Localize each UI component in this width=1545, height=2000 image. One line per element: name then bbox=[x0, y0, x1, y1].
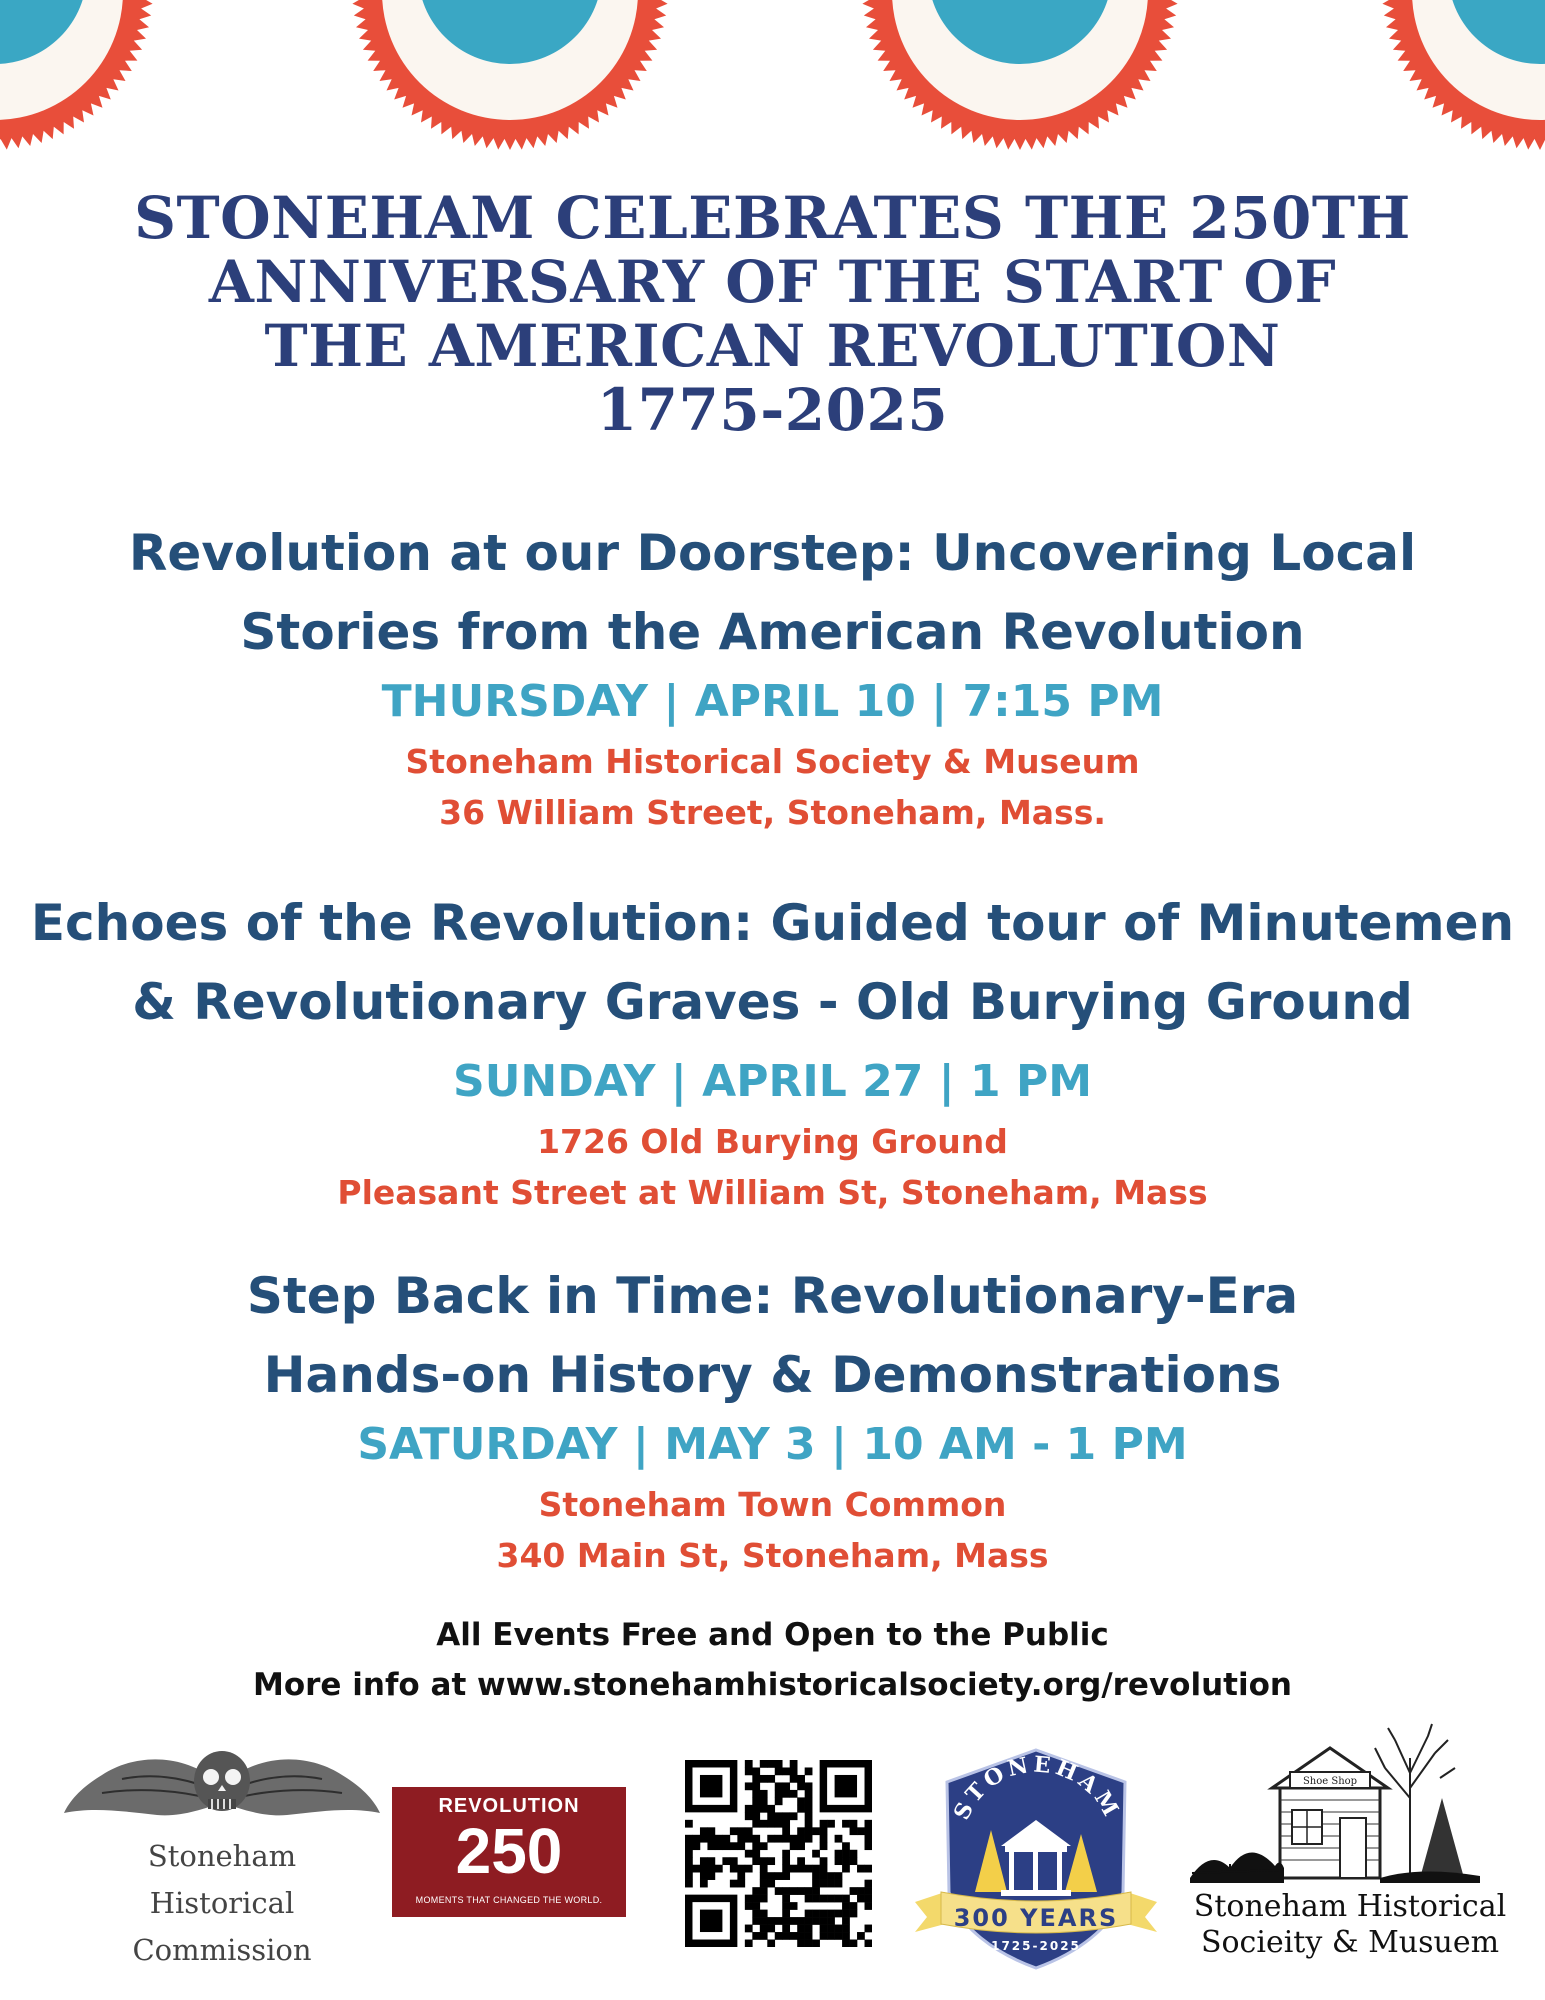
event-datetime: SUNDAY | APRIL 27 | 1 PM bbox=[453, 1056, 1092, 1107]
event-location-line: 1726 Old Burying Ground bbox=[537, 1122, 1008, 1161]
shoe-shop-icon bbox=[1180, 1718, 1520, 1888]
badge-town-name: STONEHAM bbox=[948, 1751, 1126, 1825]
commission-name-line: Stoneham bbox=[147, 1839, 297, 1873]
society-name-line: Socieity & Musuem bbox=[1200, 1925, 1500, 1960]
qr-finder-pattern bbox=[835, 1775, 857, 1797]
event-title-line: Hands-on History & Demonstrations bbox=[263, 1346, 1282, 1404]
revolution-250-heading: REVOLUTION bbox=[438, 1795, 580, 1817]
revolution-250-tagline: MOMENTS THAT CHANGED THE WORLD. bbox=[415, 1895, 603, 1905]
event-datetime: SATURDAY | MAY 3 | 10 AM - 1 PM bbox=[357, 1419, 1188, 1470]
event-location bbox=[0, 1116, 1545, 1218]
historical-society-logo bbox=[1180, 1718, 1520, 1974]
event-location bbox=[0, 736, 1545, 838]
winged-skull-icon bbox=[62, 1745, 382, 1835]
commission-name bbox=[62, 1833, 382, 1974]
event-1 bbox=[0, 514, 1545, 838]
event-2 bbox=[0, 884, 1545, 1218]
event-title bbox=[0, 514, 1545, 672]
bunting-decoration bbox=[0, 0, 1545, 170]
badge-banner: 300 YEARS bbox=[953, 1904, 1119, 1932]
free-event-note: All Events Free and Open to the Public bbox=[436, 1617, 1109, 1653]
revolution-250-number: 250 bbox=[455, 1815, 563, 1887]
event-title bbox=[0, 1257, 1545, 1415]
event-datetime: THURSDAY | APRIL 10 | 7:15 PM bbox=[381, 676, 1164, 727]
gazebo-icon bbox=[905, 1742, 1167, 1974]
badge-years: 1725-2025 bbox=[991, 1939, 1081, 1953]
title-line: 1775-2025 bbox=[596, 376, 949, 444]
revolution-250-logo bbox=[392, 1787, 626, 1917]
footer-info bbox=[0, 1610, 1545, 1710]
shoe-shop-sign: Shoe Shop bbox=[1302, 1776, 1358, 1787]
commission-name-line: Commission bbox=[132, 1933, 312, 1967]
event-title-line: Revolution at our Doorstep: Uncovering Local bbox=[128, 524, 1417, 582]
qr-code-icon[interactable] bbox=[685, 1760, 872, 1947]
commission-name-line: Historical bbox=[149, 1886, 295, 1920]
event-title-line: & Revolutionary Graves - Old Burying Ground bbox=[132, 973, 1413, 1031]
society-name-line: Stoneham Historical bbox=[1193, 1889, 1507, 1924]
event-location-line: Pleasant Street at William St, Stoneham, Mass bbox=[337, 1173, 1208, 1212]
event-location-line: Stoneham Historical Society & Museum bbox=[405, 742, 1140, 781]
historical-commission-logo bbox=[62, 1745, 382, 1965]
event-location-line: 36 William Street, Stoneham, Mass. bbox=[439, 793, 1106, 832]
title-line: THE AMERICAN REVOLUTION bbox=[264, 312, 1281, 380]
event-title bbox=[0, 884, 1545, 1042]
qr-finder-pattern bbox=[700, 1910, 722, 1932]
stoneham-300-badge bbox=[905, 1742, 1167, 1974]
event-title-line: Step Back in Time: Revolutionary-Era bbox=[246, 1267, 1299, 1325]
event-title-line: Echoes of the Revolution: Guided tour of Minutemen bbox=[30, 894, 1515, 952]
event-3 bbox=[0, 1257, 1545, 1581]
event-title-line: Stories from the American Revolution bbox=[240, 603, 1305, 661]
more-info-link[interactable]: More info at www.stonehamhistoricalsociety.org/revolution bbox=[253, 1667, 1292, 1703]
title-line: STONEHAM CELEBRATES THE 250TH bbox=[134, 184, 1411, 252]
event-location-line: 340 Main St, Stoneham, Mass bbox=[496, 1536, 1049, 1575]
event-location-line: Stoneham Town Common bbox=[538, 1485, 1007, 1524]
qr-finder-pattern bbox=[700, 1775, 722, 1797]
title-line: ANNIVERSARY OF THE START OF bbox=[208, 248, 1337, 316]
page-title bbox=[0, 186, 1545, 442]
event-location bbox=[0, 1479, 1545, 1581]
